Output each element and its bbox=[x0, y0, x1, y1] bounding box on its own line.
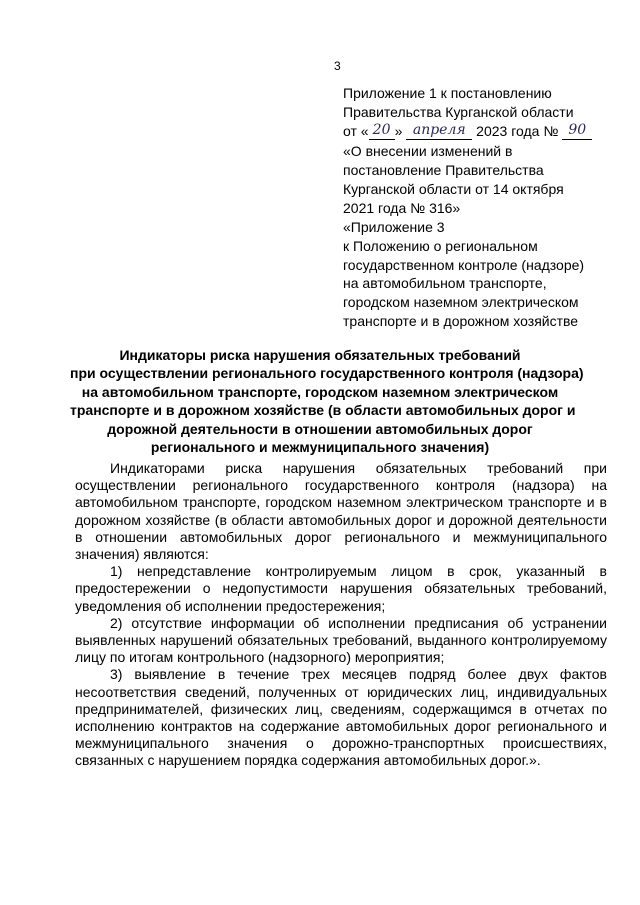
appendix-line-2: Правительства Курганской области bbox=[343, 103, 574, 120]
list-item-1: 1) непредставление контролируемым лицом в срок, указанный в предостережении о недопустимости нарушения обязательных требований, уведомления об исполнении предостережения; bbox=[75, 563, 607, 614]
appendix-line-1: Приложение 1 к постановлению bbox=[343, 85, 552, 101]
handwritten-month: апреля bbox=[406, 121, 472, 141]
appendix-date-line bbox=[343, 122, 608, 143]
appendix-line-5: постановление Правительства bbox=[343, 162, 544, 179]
handwritten-day: 20 bbox=[369, 121, 395, 141]
date-quote-close: » bbox=[394, 122, 403, 139]
title-line-5: дорожной деятельности в отношении автомобильных дорог bbox=[107, 420, 533, 437]
list-item-3: 3) выявление в течение трех месяцев подряд более двух фактов несоответствия сведений, полученных от юридических лиц, индивидуальных предпринимателей, физических лиц, сведениям, содержащимся в отчетах по исполнению контрактов на содержание автомобильных дорог регионального и межмуниципального значения о дорожно-транспортных происшествиях, связанных с нарушением порядка содержания автомобильных дорог.». bbox=[75, 666, 607, 769]
document-title bbox=[70, 346, 584, 456]
reference-block bbox=[343, 218, 608, 331]
title-line-6: регионального и межмуниципального значения) bbox=[150, 439, 490, 456]
date-year: 2023 года № bbox=[476, 122, 559, 139]
appendix-line-4: «О внесении изменений в bbox=[343, 143, 513, 160]
appendix-line-6: Курганской области от 14 октября bbox=[343, 180, 564, 197]
reference-line-2: к Положению о региональном bbox=[343, 237, 538, 254]
title-line-1: Индикаторы риска нарушения обязательных требований bbox=[119, 347, 521, 363]
reference-line-4: на автомобильном транспорте, bbox=[343, 275, 547, 292]
date-prefix: от « bbox=[343, 122, 369, 139]
list-item-2: 2) отсутствие информации об исполнении предписания об устранении выявленных нарушений обязательных требований, выданного контролируемому лицу по итогам контрольного (надзорного) мероприятия; bbox=[75, 614, 607, 666]
appendix-header bbox=[343, 84, 608, 218]
title-line-2: при осуществлении регионального государственного контроля (надзора) bbox=[70, 365, 584, 382]
document-body bbox=[75, 460, 607, 770]
reference-line-3: государственном контроле (надзоре) bbox=[343, 256, 585, 273]
title-line-4: транспорте и в дорожном хозяйстве (в области автомобильных дорог и bbox=[70, 402, 576, 419]
page-number: 3 bbox=[334, 59, 341, 73]
appendix-line-7: 2021 года № 316» bbox=[343, 199, 461, 216]
reference-line-6: транспорте и в дорожном хозяйстве bbox=[343, 312, 579, 329]
reference-line-5: городском наземном электрическом bbox=[343, 294, 579, 311]
intro-paragraph: Индикаторами риска нарушения обязательных требований при осуществлении регионального государственного контроля (надзора) на автомобильном транспорте, городском наземном электрическом транспорте и в дорожном хозяйстве (в области автомобильных дорог и дорожной деятельности в отношении автомобильных дорог регионального и межмуниципального значения) являются: bbox=[75, 460, 607, 563]
handwritten-number: 90 bbox=[562, 121, 592, 141]
title-line-3: на автомобильном транспорте, городском наземном электрическом bbox=[81, 383, 559, 400]
reference-line-1: «Приложение 3 bbox=[343, 219, 445, 235]
